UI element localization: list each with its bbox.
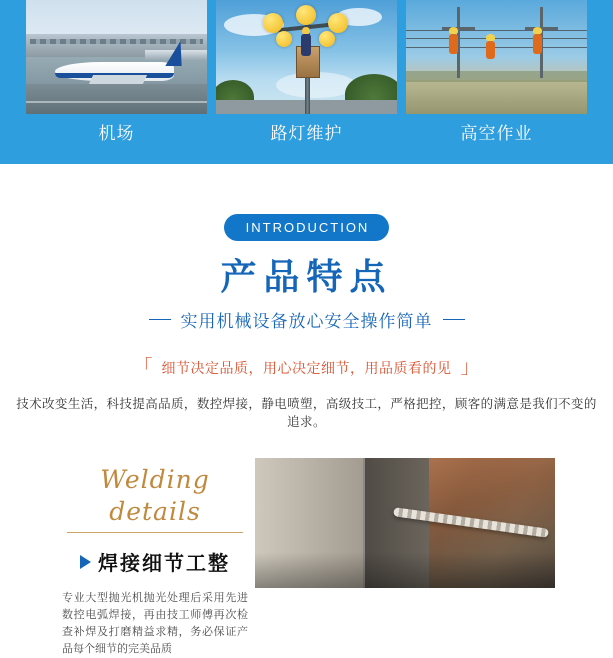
introduction-section: [0, 164, 613, 430]
page-title: 产品特点: [220, 256, 393, 297]
street-lamp-maintenance-photo: [216, 0, 397, 114]
banner-caption-high-altitude: 高空作业: [460, 124, 533, 143]
subtitle-divider-right: [443, 319, 465, 320]
welding-heading-row: [60, 547, 250, 576]
crossarm-shape: [442, 27, 475, 30]
lamp-globe-shape: [296, 5, 316, 25]
power-line-shape: [406, 38, 587, 39]
welding-text-column: [60, 464, 250, 658]
banner-caption-airport: 机场: [98, 124, 135, 143]
power-line-shape: [406, 30, 587, 31]
banner-photo-cell-high-altitude: [406, 0, 587, 145]
worker-figure-shape: [301, 34, 311, 56]
welding-title-underline: [67, 532, 243, 533]
banner-photo-row: [0, 0, 613, 145]
banner-caption-street-lamp: 路灯维护: [270, 124, 343, 143]
welding-details-section: [0, 458, 613, 655]
lamp-globe-shape: [319, 31, 335, 47]
quote-open-bracket: 「: [133, 357, 153, 378]
quote-text: 细节决定品质，用心决定细节，用品质看的见: [161, 360, 452, 376]
page-subtitle: 实用机械设备放心安全操作简单: [180, 312, 433, 331]
banner-photo-cell-street-lamp: [216, 0, 397, 145]
worker-figure-shape: [486, 41, 495, 59]
photo-shadow-overlay: [255, 552, 555, 588]
terminal-windows-shape: [30, 39, 204, 45]
field-shape: [406, 80, 587, 114]
hill-shape: [406, 71, 587, 82]
quote-row: [0, 358, 613, 378]
crossarm-shape: [525, 27, 558, 30]
lamp-globe-shape: [276, 31, 292, 47]
airport-photo: [26, 0, 207, 114]
banner-photo-cell-airport: [26, 0, 207, 145]
subtitle-row: [0, 307, 613, 332]
tarmac-shape: [26, 84, 207, 114]
introduction-badge: INTRODUCTION: [224, 214, 390, 241]
top-banner: [0, 0, 613, 164]
high-altitude-work-photo: [406, 0, 587, 114]
welding-body-text: 专业大型抛光机抛光处理后采用先进数控电弧焊接，再由技工师傅再次检查补焊及打磨精益求精，务必保证产品每个细节的完美品质: [62, 592, 248, 655]
quote-close-bracket: 」: [460, 357, 480, 378]
welding-heading: 焊接细节工整: [98, 553, 230, 575]
slogan-text: 技术改变生活，科技提高品质，数控焊接，静电喷塑，高级技工，严格把控，顾客的满意是我们不变的追求。: [16, 397, 597, 429]
lamp-globe-shape: [328, 13, 348, 33]
airplane-wing-shape: [89, 75, 148, 84]
welding-script-title: Welding details: [100, 465, 210, 526]
subtitle-divider-left: [149, 319, 171, 320]
lamp-globe-shape: [263, 13, 283, 33]
tarmac-marking-shape: [26, 101, 207, 103]
worker-figure-shape: [449, 34, 458, 54]
worker-figure-shape: [533, 34, 542, 54]
power-line-shape: [406, 47, 587, 48]
welding-detail-photo: [255, 458, 555, 588]
triangle-bullet-icon: [80, 555, 91, 569]
